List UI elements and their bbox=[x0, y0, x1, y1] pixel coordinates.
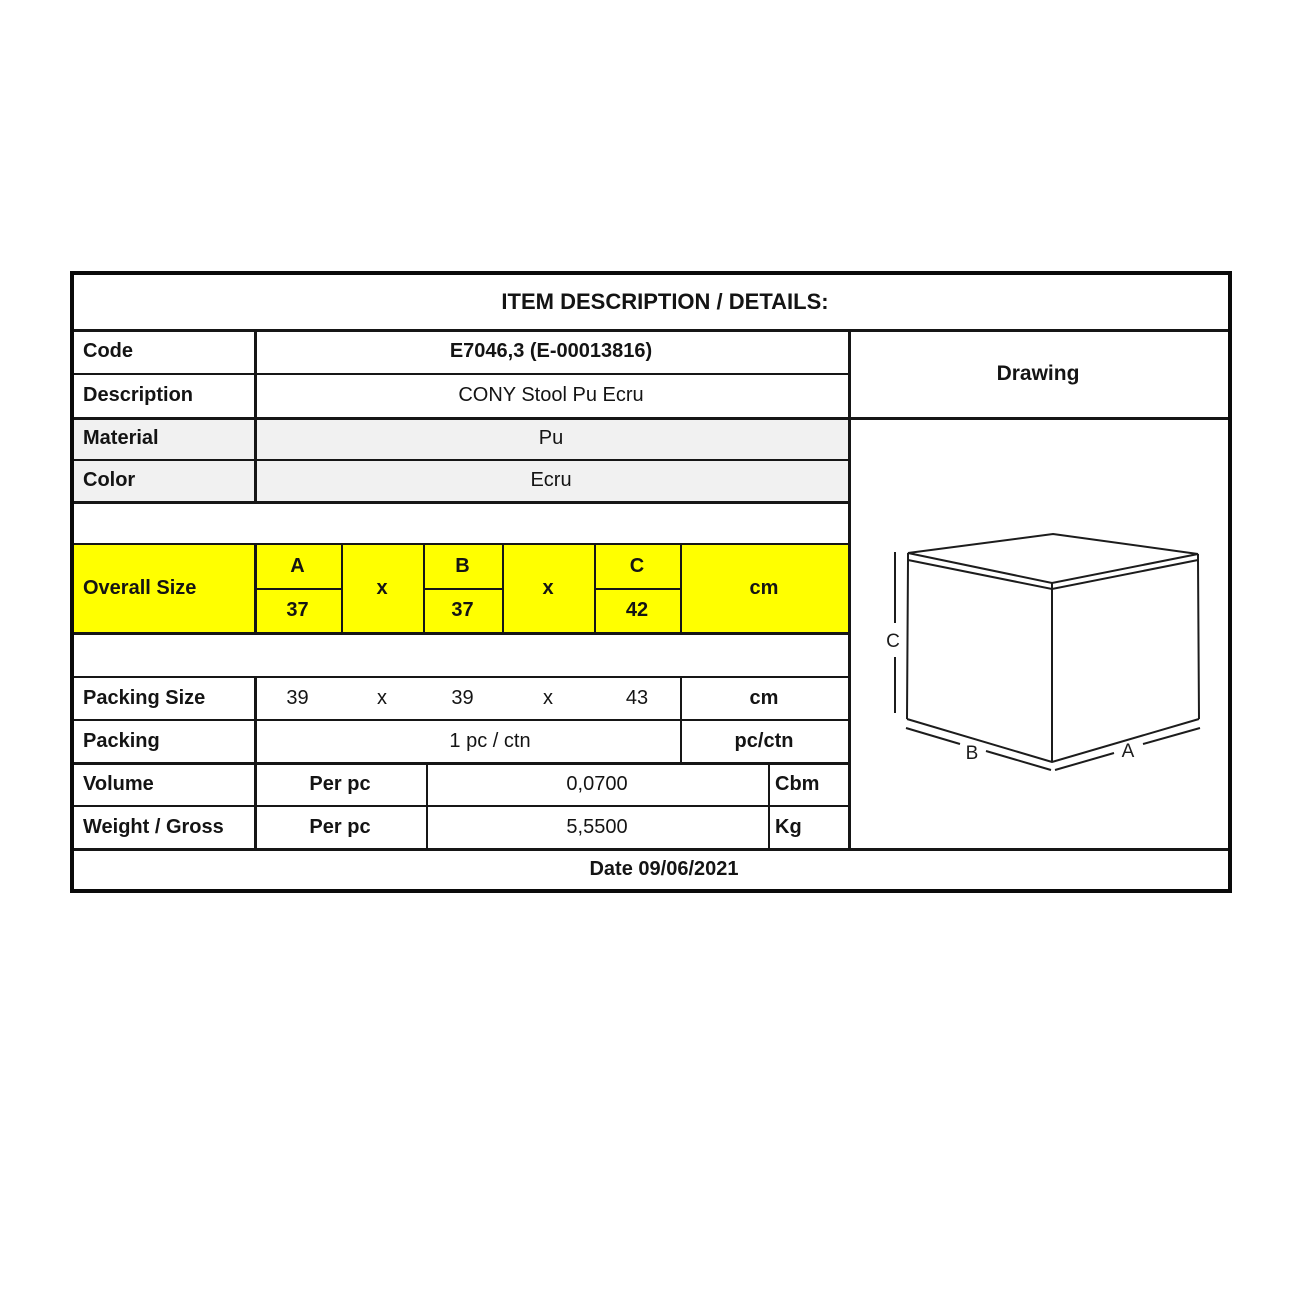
packing-size-x1: x bbox=[377, 686, 387, 709]
description-value: CONY Stool Pu Ecru bbox=[458, 384, 644, 406]
dimension-label-c: C bbox=[886, 631, 900, 652]
cube-top-face bbox=[908, 534, 1198, 583]
weight-value: 5,5500 bbox=[566, 815, 628, 838]
volume-value: 0,0700 bbox=[566, 772, 628, 795]
overall-dim-c-name: C bbox=[629, 554, 645, 577]
volume-per-pc: Per pc bbox=[309, 772, 371, 795]
stool-drawing bbox=[848, 417, 1228, 848]
packing-size-unit: cm bbox=[749, 686, 779, 709]
color-value: Ecru bbox=[530, 469, 572, 491]
overall-dim-b-name: B bbox=[455, 554, 470, 577]
cube-top-rim-edges bbox=[908, 553, 1198, 589]
packing-size-a: 39 bbox=[286, 686, 309, 709]
overall-dim-a-value: 37 bbox=[286, 599, 309, 621]
packing-size-label: Packing Size bbox=[83, 686, 206, 709]
drawing-title: Drawing bbox=[996, 361, 1080, 385]
overall-dim-c-value: 42 bbox=[625, 599, 649, 621]
packing-size-b: 39 bbox=[451, 686, 474, 709]
material-label: Material bbox=[83, 427, 159, 449]
dimension-label-a: A bbox=[1121, 741, 1135, 762]
packing-label: Packing bbox=[83, 729, 160, 752]
packing-unit: pc/ctn bbox=[734, 729, 794, 752]
sheet-title: ITEM DESCRIPTION / DETAILS: bbox=[501, 289, 829, 314]
weight-per-pc: Per pc bbox=[309, 815, 371, 838]
weight-unit: Kg bbox=[775, 815, 802, 838]
overall-separator-x1: x bbox=[376, 576, 388, 599]
description-label: Description bbox=[83, 384, 194, 406]
packing-value: 1 pc / ctn bbox=[449, 729, 531, 752]
grid-line bbox=[74, 632, 848, 635]
color-label: Color bbox=[83, 469, 136, 491]
overall-size-label: Overall Size bbox=[83, 576, 197, 599]
date-text: Date 09/06/2021 bbox=[589, 857, 739, 880]
weight-label: Weight / Gross bbox=[83, 815, 224, 838]
overall-dim-a-name: A bbox=[290, 554, 305, 577]
overall-separator-x2: x bbox=[542, 576, 554, 599]
dimension-label-b: B bbox=[965, 743, 979, 764]
packing-size-c: 43 bbox=[625, 686, 649, 709]
volume-label: Volume bbox=[83, 772, 154, 795]
grid-line bbox=[74, 501, 848, 504]
overall-dim-b-value: 37 bbox=[451, 599, 474, 621]
code-label: Code bbox=[83, 340, 133, 362]
dimension-line-b bbox=[906, 728, 1051, 770]
item-description-table bbox=[70, 271, 1232, 893]
volume-unit: Cbm bbox=[775, 772, 820, 795]
overall-unit: cm bbox=[749, 576, 779, 599]
material-value: Pu bbox=[538, 427, 564, 449]
packing-size-x2: x bbox=[543, 686, 553, 709]
code-value: E7046,3 (E-00013816) bbox=[449, 340, 653, 362]
